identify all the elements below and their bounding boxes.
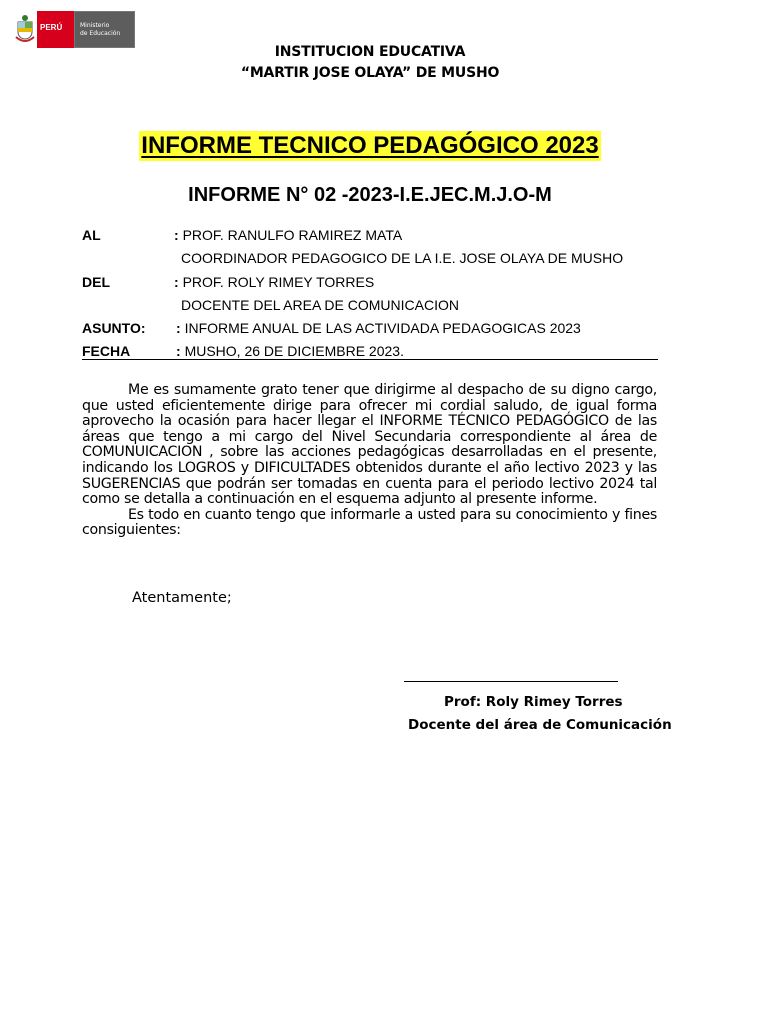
al-value2: COORDINADOR PEDAGOGICO DE LA I.E. JOSE OLAYA DE MUSHO <box>181 250 624 266</box>
signature-line <box>404 681 618 682</box>
fecha-value: MUSHO, 26 DE DICIEMBRE 2023. <box>184 343 404 359</box>
page-title: INFORME TECNICO PEDAGÓGICO 2023 <box>141 132 599 159</box>
ministry-logo <box>14 11 135 48</box>
del-value2: DOCENTE DEL AREA DE COMUNICACION <box>181 297 459 313</box>
del-value: PROF. ROLY RIMEY TORRES <box>182 274 375 290</box>
coat-of-arms-icon <box>14 13 36 45</box>
fecha-colon: : <box>176 343 181 359</box>
al-row <box>174 227 402 243</box>
fecha-row <box>176 343 404 359</box>
asunto-value: INFORME ANUAL DE LAS ACTIVIDADA PEDAGOGICAS 2023 <box>184 320 581 336</box>
del-row <box>174 274 374 290</box>
ministry-block <box>74 11 135 48</box>
asunto-colon: : <box>176 320 181 336</box>
body-paragraph-2: Es todo en cuanto tengo que informarle a usted para su conocimiento y fines consiguientes: <box>82 506 657 539</box>
closing: Atentamente; <box>132 590 232 606</box>
fecha-label: FECHA <box>82 343 131 359</box>
asunto-label: ASUNTO: <box>82 320 146 336</box>
al-label: AL <box>82 227 101 243</box>
title-wrap <box>0 131 740 161</box>
signature-role: Docente del área de Comunicación <box>408 717 672 733</box>
header-divider <box>82 359 658 360</box>
school-name-line1: INSTITUCION EDUCATIVA <box>274 44 466 60</box>
al-value: PROF. RANULFO RAMIREZ MATA <box>182 227 403 243</box>
al-colon: : <box>174 227 179 243</box>
school-name-line2: “MARTIR JOSE OLAYA” DE MUSHO <box>240 65 500 81</box>
ministry-line1: Ministerio <box>80 22 110 29</box>
signature-name: Prof: Roly Rimey Torres <box>444 694 623 710</box>
del-colon: : <box>174 274 179 290</box>
report-number: INFORME N° 02 -2023-I.E.JEC.M.J.O-M <box>188 184 552 206</box>
asunto-row <box>176 320 581 336</box>
peru-label: PERÚ <box>40 23 63 32</box>
body-text <box>82 383 657 539</box>
body-paragraph-1: Me es sumamente grato tener que dirigirme al despacho de su digno cargo, que usted eficientemente dirige para ofrecer mi cordial saludo, de igual forma aprovecho la ocasión para hacer llegar el INFORME TÉCNICO PEDAGÓGICO de las áreas que tengo a mi cargo del Nivel Secundaria correspondiente al área de COMUNUICACION , sobre las acciones pedagógicas desarrolladas en el presente, indicando los LOGROS y DIFICULTADES obtenidos durante el año lectivo 2023 y las SUGERENCIAS que podrán ser tomadas en cuenta para el periodo lectivo 2024 tal como se detalla a continuación en el esquema adjunto al presente informe. <box>82 382 657 508</box>
peru-block <box>37 11 74 48</box>
del-label: DEL <box>82 274 110 290</box>
ministry-line2: de Educación <box>80 30 121 37</box>
